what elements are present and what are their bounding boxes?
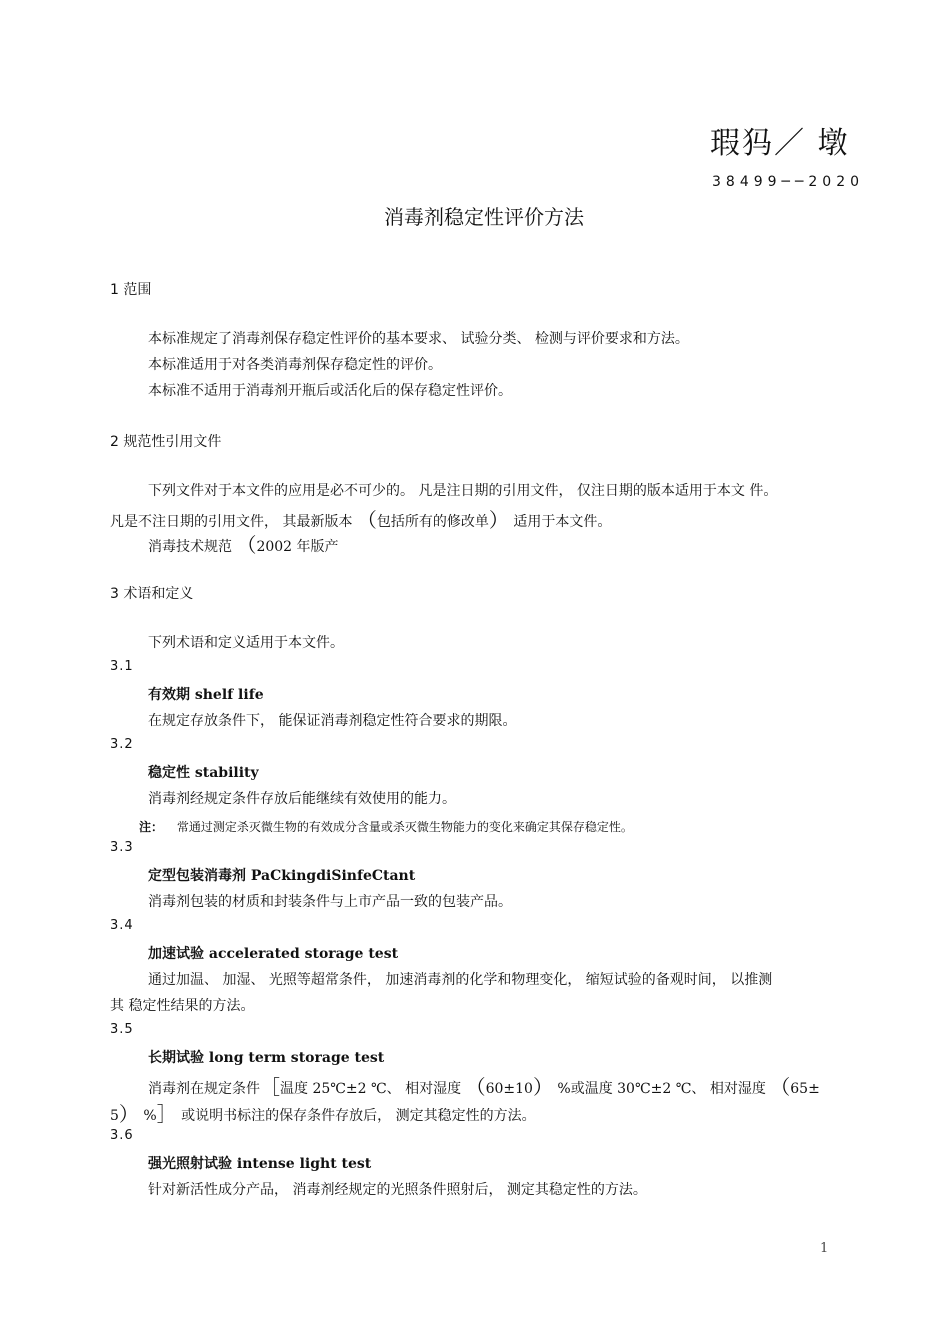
paragraph-text: 凡是不注日期的引用文件， 其最新版本	[110, 514, 357, 530]
term-3-3-title: 定型包装消毒剂 PaCkingdiSinfeCtant	[148, 868, 416, 884]
term-3-1-title: 有效期 shelf life	[148, 687, 264, 703]
section-2-paragraph-2	[148, 529, 339, 558]
definition-text: %	[138, 1108, 157, 1124]
left-paren: （	[465, 1075, 486, 1099]
standard-code: 瑕犸／ 墩	[710, 126, 850, 161]
section-1-paragraph-2: 本标准适用于对各类消毒剂保存稳定性的评价。	[148, 357, 442, 373]
right-paren: ）	[488, 508, 509, 532]
term-3-5-number: 3.5	[110, 1022, 134, 1037]
right-paren: ）	[118, 1102, 139, 1126]
term-3-3-definition: 消毒剂包装的材质和封装条件与上市产品一致的包装产品。	[148, 894, 512, 910]
term-3-4-number: 3.4	[110, 918, 134, 933]
section-1-paragraph-1: 本标准规定了消毒剂保存稳定性评价的基本要求、 试验分类、 检测与评价要求和方法。	[148, 331, 689, 347]
term-3-4-definition-line-2: 其 稳定性结果的方法。	[110, 998, 255, 1014]
note-label: 注：	[139, 820, 164, 834]
definition-text: 消毒剂在规定条件	[148, 1081, 260, 1097]
paren-text: 包括所有的修改单	[376, 514, 489, 530]
section-3-heading: 3 术语和定义	[110, 586, 194, 602]
term-3-6-title: 强光照射试验 intense light test	[148, 1156, 372, 1172]
term-3-5-title: 长期试验 long term storage test	[148, 1050, 385, 1066]
page-number: 1	[820, 1241, 829, 1256]
left-bracket: ［	[260, 1075, 280, 1099]
term-3-5-definition-line-1	[148, 1071, 820, 1100]
term-3-3-number: 3.3	[110, 840, 134, 855]
section-3-intro: 下列术语和定义适用于本文件。	[148, 635, 344, 651]
paragraph-text: 适用于本文件。	[508, 514, 612, 530]
definition-text: 温度 25℃±2 ℃、 相对湿度	[280, 1081, 466, 1097]
definition-text: 65±	[790, 1081, 820, 1097]
term-3-6-number: 3.6	[110, 1128, 134, 1143]
term-3-5-definition-line-2	[110, 1098, 536, 1127]
definition-text: 60±10	[485, 1081, 533, 1097]
section-1-heading: 1 范围	[110, 282, 152, 298]
term-3-1-number: 3.1	[110, 659, 134, 674]
term-3-1-definition: 在规定存放条件下， 能保证消毒剂稳定性符合要求的期限。	[148, 713, 517, 729]
right-bracket: ］	[156, 1102, 177, 1126]
note-text: 常通过测定杀灭微生物的有效成分含量或杀灭微生物能力的变化来确定其保存稳定性。	[176, 820, 633, 834]
standard-number: 38499──2020	[712, 174, 865, 190]
term-3-2-definition: 消毒剂经规定条件存放后能继续有效使用的能力。	[148, 791, 456, 807]
paragraph-text: 消毒技术规范	[148, 539, 237, 555]
definition-text: %或温度 30℃±2 ℃、 相对湿度	[552, 1081, 771, 1097]
definition-text: 或说明书标注的保存条件存放后， 测定其稳定性的方法。	[176, 1108, 536, 1124]
term-3-2-title: 稳定性 stability	[148, 765, 259, 781]
right-paren: ）	[532, 1075, 553, 1099]
term-3-6-definition: 针对新活性成分产品， 消毒剂经规定的光照条件照射后， 测定其稳定性的方法。	[148, 1182, 647, 1198]
left-paren: （	[356, 508, 377, 532]
left-paren: （	[236, 533, 257, 557]
definition-text: 5	[110, 1108, 119, 1124]
paren-text: 2002 年版产	[256, 539, 339, 555]
section-2-heading: 2 规范性引用文件	[110, 434, 222, 450]
term-3-2-number: 3.2	[110, 737, 134, 752]
term-3-2-note	[139, 818, 633, 835]
term-3-4-definition-line-1: 通过加温、 加湿、 光照等超常条件， 加速消毒剂的化学和物理变化， 缩短试验的备观时间， 以推测	[148, 972, 773, 988]
section-2-paragraph-1a: 下列文件对于本文件的应用是必不可少的。 凡是注日期的引用文件， 仅注日期的版本适用于本文 件。	[148, 483, 778, 499]
term-3-4-title: 加速试验 accelerated storage test	[148, 946, 399, 962]
section-1-paragraph-3: 本标准不适用于消毒剂开瓶后或活化后的保存稳定性评价。	[148, 383, 512, 399]
document-title: 消毒剂稳定性评价方法	[384, 205, 584, 229]
left-paren: （	[770, 1075, 791, 1099]
